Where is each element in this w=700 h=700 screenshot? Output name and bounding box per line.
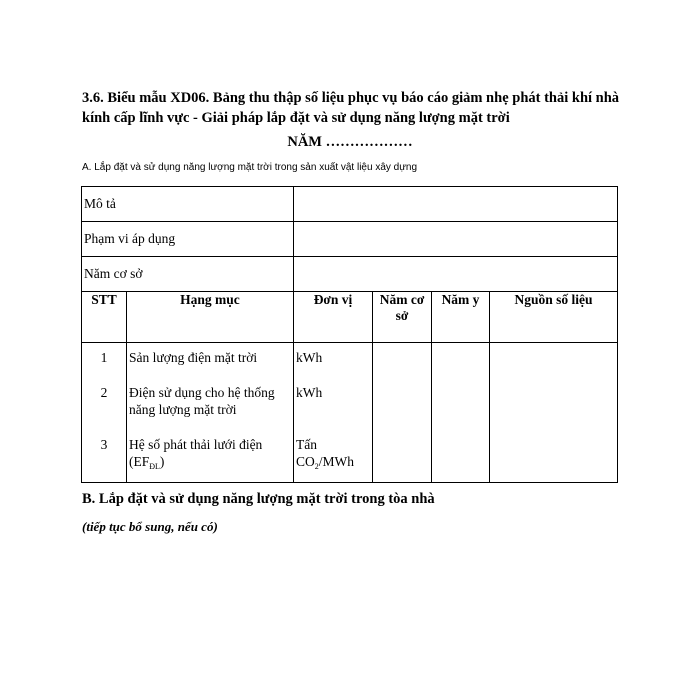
header-stt: STT: [82, 292, 127, 343]
document-title: 3.6. Biểu mẫu XD06. Bảng thu thập số liệu phục vụ báo cáo giảm nhẹ phát thải khí nhà kính cấp lĩnh vực - Giải pháp lắp đặt và sử dụng năng lượng mặt trời: [82, 90, 620, 126]
row-3-item: Hệ số phát thải lưới điện $(EF_{ĐL})$: [129, 437, 263, 471]
section-a-heading: A. Lắp đặt và sử dụng năng lượng mặt trời trong sản xuất vật liệu xây dựng: [82, 162, 418, 173]
item-column: [127, 343, 294, 483]
scope-value: [294, 222, 618, 257]
row-3-stt: 3: [100, 437, 108, 452]
stt-column: [82, 343, 127, 483]
row-2-unit: kWh: [296, 385, 323, 400]
data-collection-table: [81, 186, 618, 483]
table-header-row: [82, 292, 618, 343]
row-2-stt: 2: [100, 385, 108, 400]
row-1-unit: kWh: [296, 350, 323, 365]
info-row-scope: [82, 222, 618, 257]
header-unit: Đơn vị: [294, 292, 373, 343]
row-1-item: Sản lượng điện mặt trời: [129, 350, 258, 365]
description-label: Mô tả: [82, 187, 294, 222]
section-b-heading: B. Lắp đặt và sử dụng năng lượng mặt trời trong tòa nhà: [82, 491, 435, 507]
info-row-description: [82, 187, 618, 222]
unit-column: [294, 343, 373, 483]
description-value: [294, 187, 618, 222]
row-1-stt: 1: [100, 350, 108, 365]
year-y-column: [432, 343, 490, 483]
base-year-value: [294, 257, 618, 292]
row-3-unit: Tấn $CO_2$/MWh: [296, 437, 355, 471]
header-source: Nguồn số liệu: [490, 292, 618, 343]
row-2-item: Điện sử dụng cho hệ thống năng lượng mặt trời: [129, 385, 275, 417]
table-body-row: [82, 343, 618, 483]
base-year-column: [373, 343, 432, 483]
year-line: NĂM ………………: [287, 134, 413, 150]
source-column: [490, 343, 618, 483]
header-year-y: Năm y: [432, 292, 490, 343]
header-item: Hạng mục: [127, 292, 294, 343]
info-row-base-year: [82, 257, 618, 292]
continuation-note: (tiếp tục bổ sung, nếu có): [82, 519, 218, 534]
base-year-label: Năm cơ sở: [82, 257, 294, 292]
header-base-year: Năm cơ sở: [373, 292, 432, 343]
scope-label: Phạm vi áp dụng: [82, 222, 294, 257]
